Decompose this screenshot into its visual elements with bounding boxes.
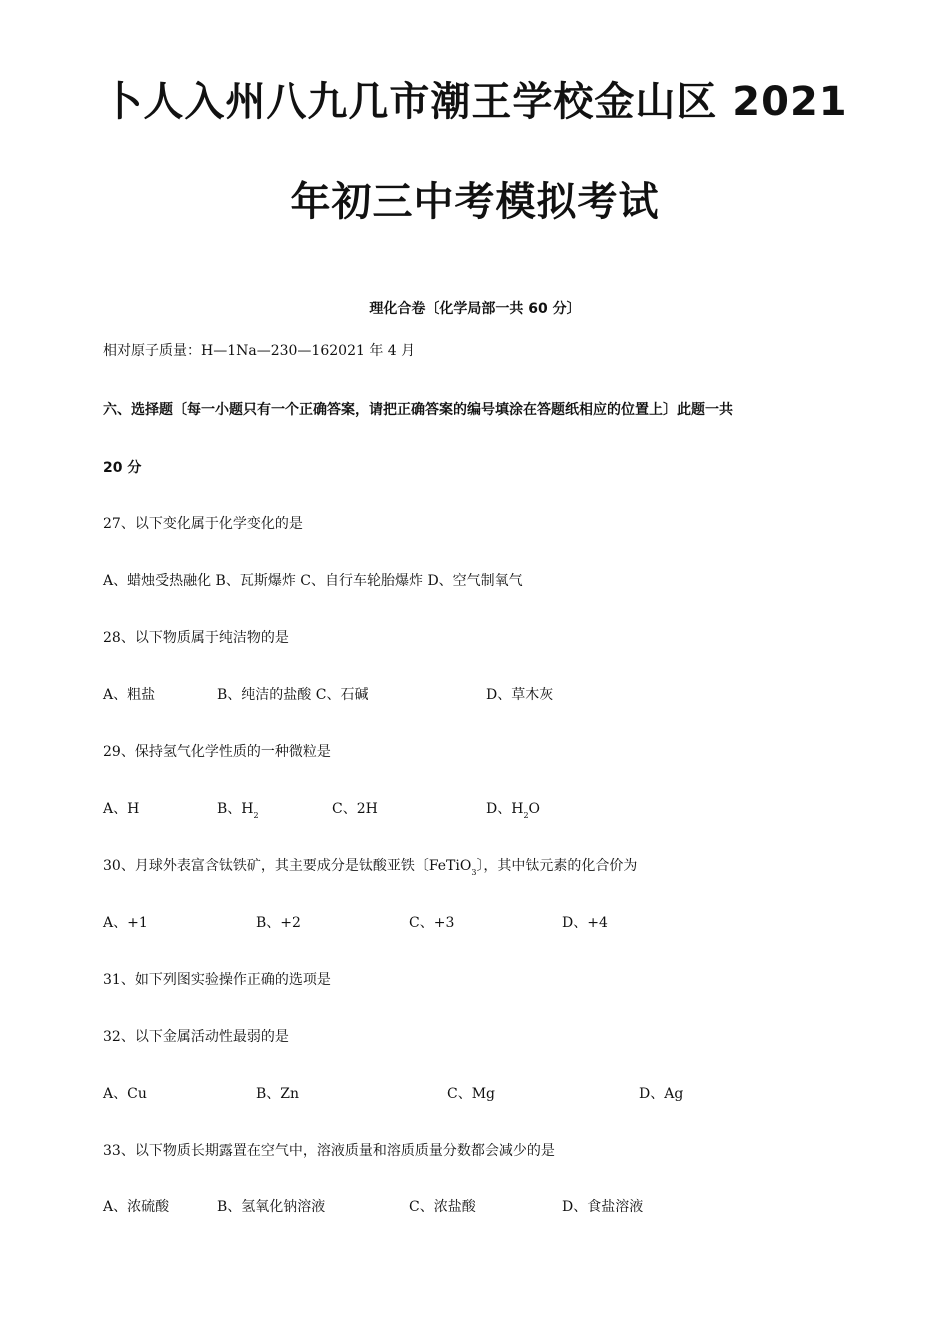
question-28-option-bc: B、纯洁的盐酸 C、石碱 bbox=[217, 687, 369, 703]
question-30-option-c: C、+3 bbox=[409, 915, 455, 931]
section-heading: 六、选择题〔每一小题只有一个正确答案，请把正确答案的编号填涂在答题纸相应的位置上〕此题一共 bbox=[103, 402, 733, 418]
question-28-option-a: A、粗盐 bbox=[103, 687, 156, 703]
question-32: 32、以下金属活动性最弱的是 bbox=[103, 1029, 289, 1045]
question-29-option-a: A、H bbox=[103, 801, 140, 817]
section-score: 20 分 bbox=[103, 460, 142, 476]
question-32-option-c: C、Mg bbox=[447, 1086, 496, 1102]
question-33: 33、以下物质长期露置在空气中，溶液质量和溶质质量分数都会减少的是 bbox=[103, 1143, 555, 1159]
question-30-option-a: A、+1 bbox=[103, 915, 148, 931]
question-30-option-b: B、+2 bbox=[256, 915, 301, 931]
question-32-option-a: A、Cu bbox=[103, 1086, 147, 1102]
question-27: 27、以下变化属于化学变化的是 bbox=[103, 516, 303, 532]
question-32-option-b: B、Zn bbox=[256, 1086, 300, 1102]
exam-subtitle: 理化合卷〔化学局部一共 60 分〕 bbox=[369, 301, 581, 317]
question-29-option-d: D、$H_2O$ bbox=[486, 801, 541, 820]
exam-title-line2: 年初三中考模拟考试 bbox=[290, 179, 660, 225]
question-29-option-c: C、2H bbox=[332, 801, 378, 817]
question-27-options: A、蜡烛受热融化 B、瓦斯爆炸 C、自行车轮胎爆炸 D、空气制氧气 bbox=[103, 573, 523, 589]
question-29: 29、保持氢气化学性质的一种微粒是 bbox=[103, 744, 331, 760]
question-33-option-a: A、浓硫酸 bbox=[103, 1199, 170, 1215]
question-33-option-b: B、氢氧化钠溶液 bbox=[217, 1199, 326, 1215]
exam-title-line1: 卜人入州八九几市潮王学校金山区 2021 bbox=[102, 79, 848, 125]
question-31: 31、如下列图实验操作正确的选项是 bbox=[103, 972, 331, 988]
question-33-option-c: C、浓盐酸 bbox=[409, 1199, 476, 1215]
atomic-mass-info: 相对原子质量：H—1Na—230—162021 年 4 月 bbox=[103, 343, 416, 359]
question-33-option-d: D、食盐溶液 bbox=[562, 1199, 644, 1215]
question-30-option-d: D、+4 bbox=[562, 915, 608, 931]
question-29-option-b: B、$H_2$ bbox=[217, 801, 259, 820]
question-28-option-d: D、草木灰 bbox=[486, 687, 554, 703]
question-28: 28、以下物质属于纯洁物的是 bbox=[103, 630, 289, 646]
question-30: 30、月球外表富含钛铁矿，其主要成分是钛酸亚铁〔FeTiO$_3$〕，其中钛元素的化合价为 bbox=[103, 858, 638, 877]
question-32-option-d: D、Ag bbox=[639, 1086, 684, 1102]
